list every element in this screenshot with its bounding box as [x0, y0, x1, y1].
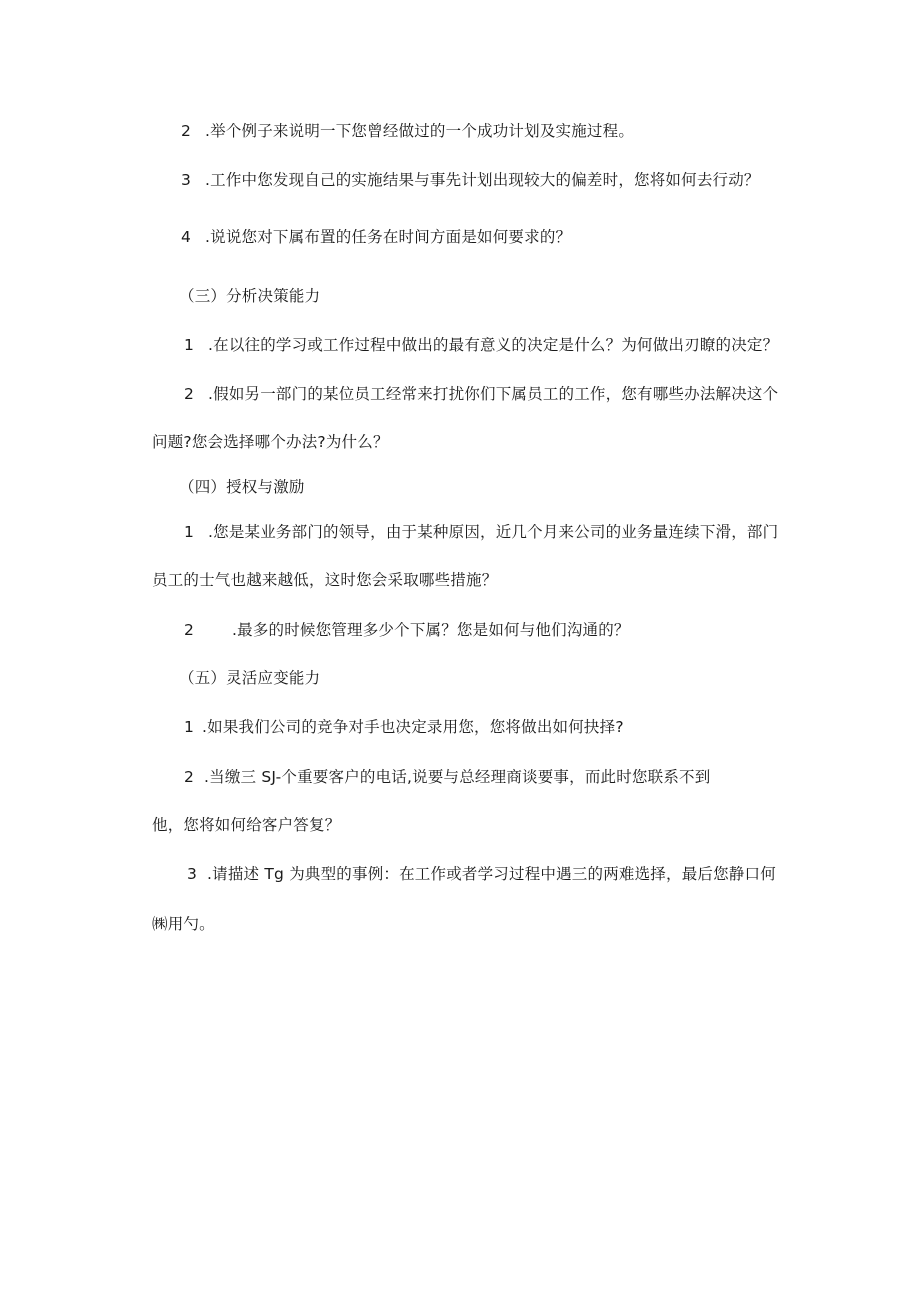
list-item	[184, 620, 630, 640]
item-number: 3	[181, 171, 192, 189]
paragraph-continuation	[152, 432, 389, 452]
list-item	[187, 864, 776, 884]
item-number: 4	[181, 228, 192, 246]
item-text: .说说您对下属布置的任务在时间方面是如何要求的？	[205, 228, 572, 246]
section-heading	[179, 477, 305, 497]
list-item	[181, 121, 634, 141]
list-item	[184, 335, 778, 355]
paragraph-continuation	[152, 914, 215, 934]
continuation-text: 员工的士气也越来越低，这时您会采取哪些措施？	[152, 571, 498, 589]
item-number: 2	[184, 385, 195, 403]
item-text: .请描述 Tg 为典型的事例：在工作或者学习过程中遇三的两难选择，最后您静口何	[207, 865, 776, 883]
item-number: 2	[184, 768, 195, 786]
list-item	[184, 522, 778, 542]
list-item	[184, 767, 710, 787]
item-text: .您是某业务部门的领导，由于某种原因，近几个月来公司的业务量连续下滑，部门	[208, 523, 779, 541]
section-heading-text: （五）灵活应变能力	[179, 669, 321, 687]
list-item	[181, 170, 760, 190]
item-number: 1	[184, 718, 195, 736]
paragraph-continuation	[152, 815, 340, 835]
item-text: .如果我们公司的竞争对手也决定录用您，您将做出如何抉择?	[202, 718, 624, 736]
continuation-text: 他，您将如何给客户答复？	[152, 816, 341, 834]
section-heading	[179, 286, 320, 306]
item-number: 2	[184, 621, 195, 639]
continuation-text: 问题?您会选择哪个办法?为什么？	[152, 433, 389, 451]
section-heading	[179, 668, 320, 688]
item-text: .举个例子来说明一下您曾经做过的一个成功计划及实施过程。	[205, 122, 635, 140]
item-text: .当缴三 SJ-个重要客户的电话,说要与总经理商谈要事，而此时您联系不到	[204, 768, 711, 786]
item-number: 2	[181, 122, 192, 140]
list-item	[181, 227, 571, 247]
item-number: 1	[184, 523, 195, 541]
item-number: 1	[184, 336, 195, 354]
section-heading-text: （四）授权与激励	[179, 478, 305, 496]
item-text: .在以往的学习或工作过程中做出的最有意义的决定是什么？为何做出刃瞭的决定？	[208, 336, 779, 354]
section-heading-text: （三）分析决策能力	[179, 287, 321, 305]
item-text: .工作中您发现自己的实施结果与事先计划出现较大的偏差时，您将如何去行动？	[205, 171, 760, 189]
list-item	[184, 717, 624, 737]
list-item	[184, 384, 778, 404]
continuation-text: ㈱用勺。	[152, 915, 215, 933]
item-text: .最多的时候您管理多少个下属？您是如何与他们沟通的？	[232, 621, 630, 639]
item-text: .假如另一部门的某位员工经常来打扰你们下属员工的工作，您有哪些办法解决这个	[208, 385, 779, 403]
item-number: 3	[187, 865, 198, 883]
paragraph-continuation	[152, 570, 497, 590]
